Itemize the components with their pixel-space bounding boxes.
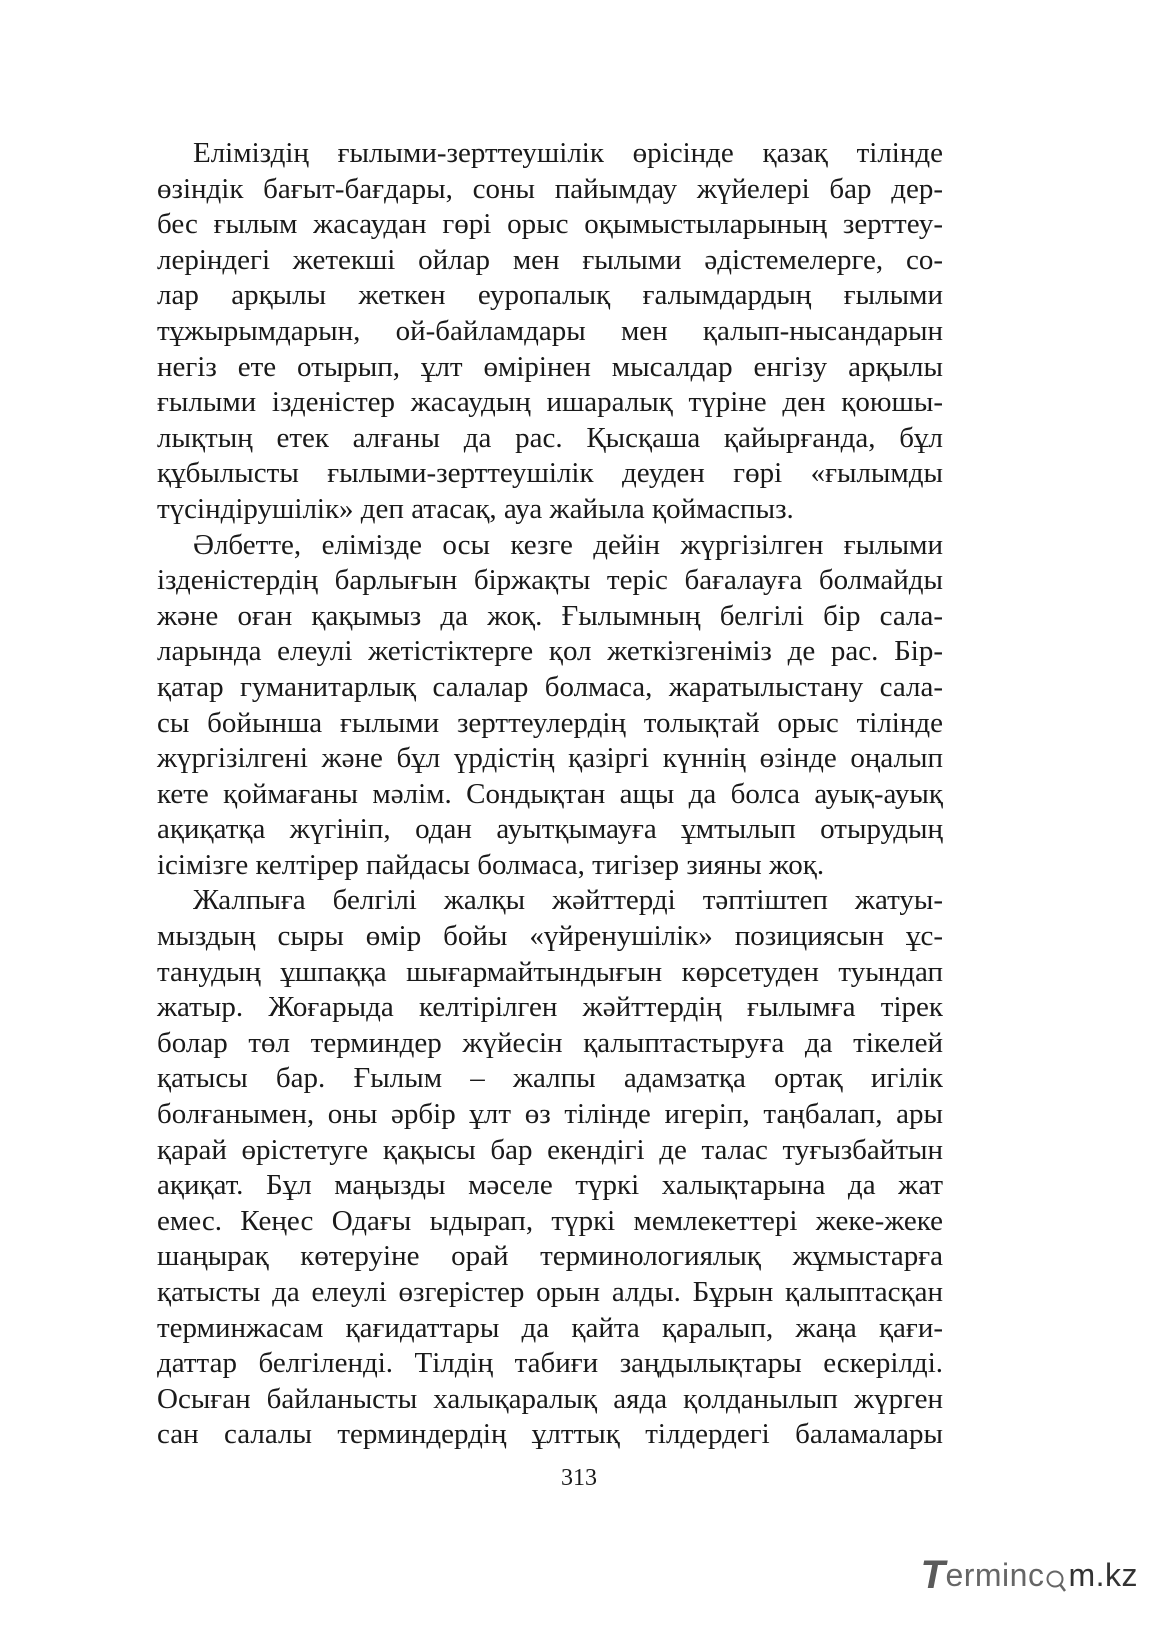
text-line: түсіндірушілік» деп атасақ, ауа жайыла қоймаспыз. xyxy=(157,492,794,525)
text-line: болар төл терминдер жүйесін қалыптастыруға да тікелей xyxy=(157,1026,943,1059)
watermark-text-end: m.kz xyxy=(1068,1556,1138,1593)
text-line: кете қоймағаны мәлім. Сондықтан ащы да болса ауық-ауық xyxy=(157,777,943,810)
text-line: өзіндік бағыт-бағдары, соны пайымдау жүйелері бар дер- xyxy=(157,172,943,205)
page-body xyxy=(157,136,943,1453)
text-line: құбылысты ғылыми-зерттеушілік деуден гөрі «ғылымды xyxy=(157,457,943,490)
text-line: негіз ете отырып, ұлт өмірінен мысалдар енгізу арқылы xyxy=(157,350,943,383)
text-line: шаңырақ көтеруіне орай терминологиялық жұмыстарға xyxy=(157,1240,943,1273)
text-line: терминжасам қағидаттары да қайта қаралып, жаңа қағи- xyxy=(157,1311,943,1344)
text-line: леріндегі жетекші ойлар мен ғылыми әдістемелерге, со- xyxy=(157,243,943,276)
text-line: болғанымен, оны әрбір ұлт өз тілінде игеріп, таңбалап, ары xyxy=(157,1098,943,1131)
text-line: жүргізілгені және бұл үрдістің қазіргі күннің өзінде оңалып xyxy=(157,742,943,775)
text-line: ізденістердің барлығын біржақты теріс бағалауға болмайды xyxy=(157,564,943,597)
text-line: ғылыми ізденістер жасаудың ишаралық түріне ден қоюшы- xyxy=(157,386,943,419)
text-line: ақиқат. Бұл маңызды мәселе түркі халықтарына да жат xyxy=(157,1169,943,1202)
text-line: ақиқатқа жүгініп, одан ауытқымауға ұмтылып отырудың xyxy=(157,813,943,846)
watermark-text-start: erminc xyxy=(945,1556,1045,1593)
text-line: сан салалы терминдердің ұлттық тілдердегі баламалары xyxy=(157,1418,943,1451)
site-watermark-logo xyxy=(921,1553,1139,1597)
text-line: лар арқылы жеткен еуропалық ғалымдардың ғылыми xyxy=(157,279,943,312)
paragraph-1 xyxy=(157,136,943,528)
text-line: және оған қақымыз да жоқ. Ғылымның белгілі бір сала- xyxy=(157,599,943,632)
text-line: емес. Кеңес Одағы ыдырап, түркі мемлекеттері жеке-жеке xyxy=(157,1204,943,1237)
watermark-initial: T xyxy=(920,1552,946,1597)
paragraph-2 xyxy=(157,528,943,884)
text-line: мыздың сыры өмір бойы «үйренушілік» позициясын ұс- xyxy=(157,920,943,953)
text-line: танудың ұшпаққа шығармайтындығын көрсетуден туындап xyxy=(157,955,943,988)
paragraph-3 xyxy=(157,883,943,1453)
page-number: 313 xyxy=(561,1465,597,1491)
text-line: лықтың етек алғаны да рас. Қысқаша қайырғанда, бұл xyxy=(157,421,943,454)
text-line: ісімізге келтірер пайдасы болмаса, тигізер зияны жоқ. xyxy=(157,848,825,881)
text-line: қатысы бар. Ғылым – жалпы адамзатқа ортақ игілік xyxy=(157,1062,943,1095)
text-line: Осыған байланысты халықаралық аяда қолданылып жүрген xyxy=(157,1382,943,1415)
text-line: тұжырымдарын, ой-байламдары мен қалып-нысандарын xyxy=(157,314,943,347)
text-line: қарай өрістетуге қақысы бар екендігі де талас туғызбайтын xyxy=(157,1133,943,1166)
text-line: Әлбетте, елімізде осы кезге дейін жүргізілген ғылыми xyxy=(193,528,943,561)
text-line: қатысты да елеулі өзгерістер орын алды. Бұрын қалыптасқан xyxy=(157,1276,943,1308)
magnifier-icon xyxy=(1045,1564,1067,1586)
text-line: бес ғылым жасаудан гөрі орыс оқымыстыларының зерттеу- xyxy=(157,208,943,241)
text-line: ларында елеулі жетістіктерге қол жеткізгеніміз де рас. Бір- xyxy=(157,635,943,668)
text-line: жатыр. Жоғарыда келтірілген жәйттердің ғылымға тірек xyxy=(157,991,943,1024)
text-line: даттар белгіленді. Тілдің табиғи заңдылықтары ескерілді. xyxy=(157,1347,943,1380)
text-line: қатар гуманитарлық салалар болмаса, жаратылыстану сала- xyxy=(157,670,943,703)
text-line: Еліміздің ғылыми-зерттеушілік өрісінде қазақ тілінде xyxy=(193,137,943,169)
text-line: сы бойынша ғылыми зерттеулердің толықтай орыс тілінде xyxy=(157,706,943,739)
text-line: Жалпыға белгілі жалқы жәйттерді тәптіштеп жатуы- xyxy=(193,884,943,917)
